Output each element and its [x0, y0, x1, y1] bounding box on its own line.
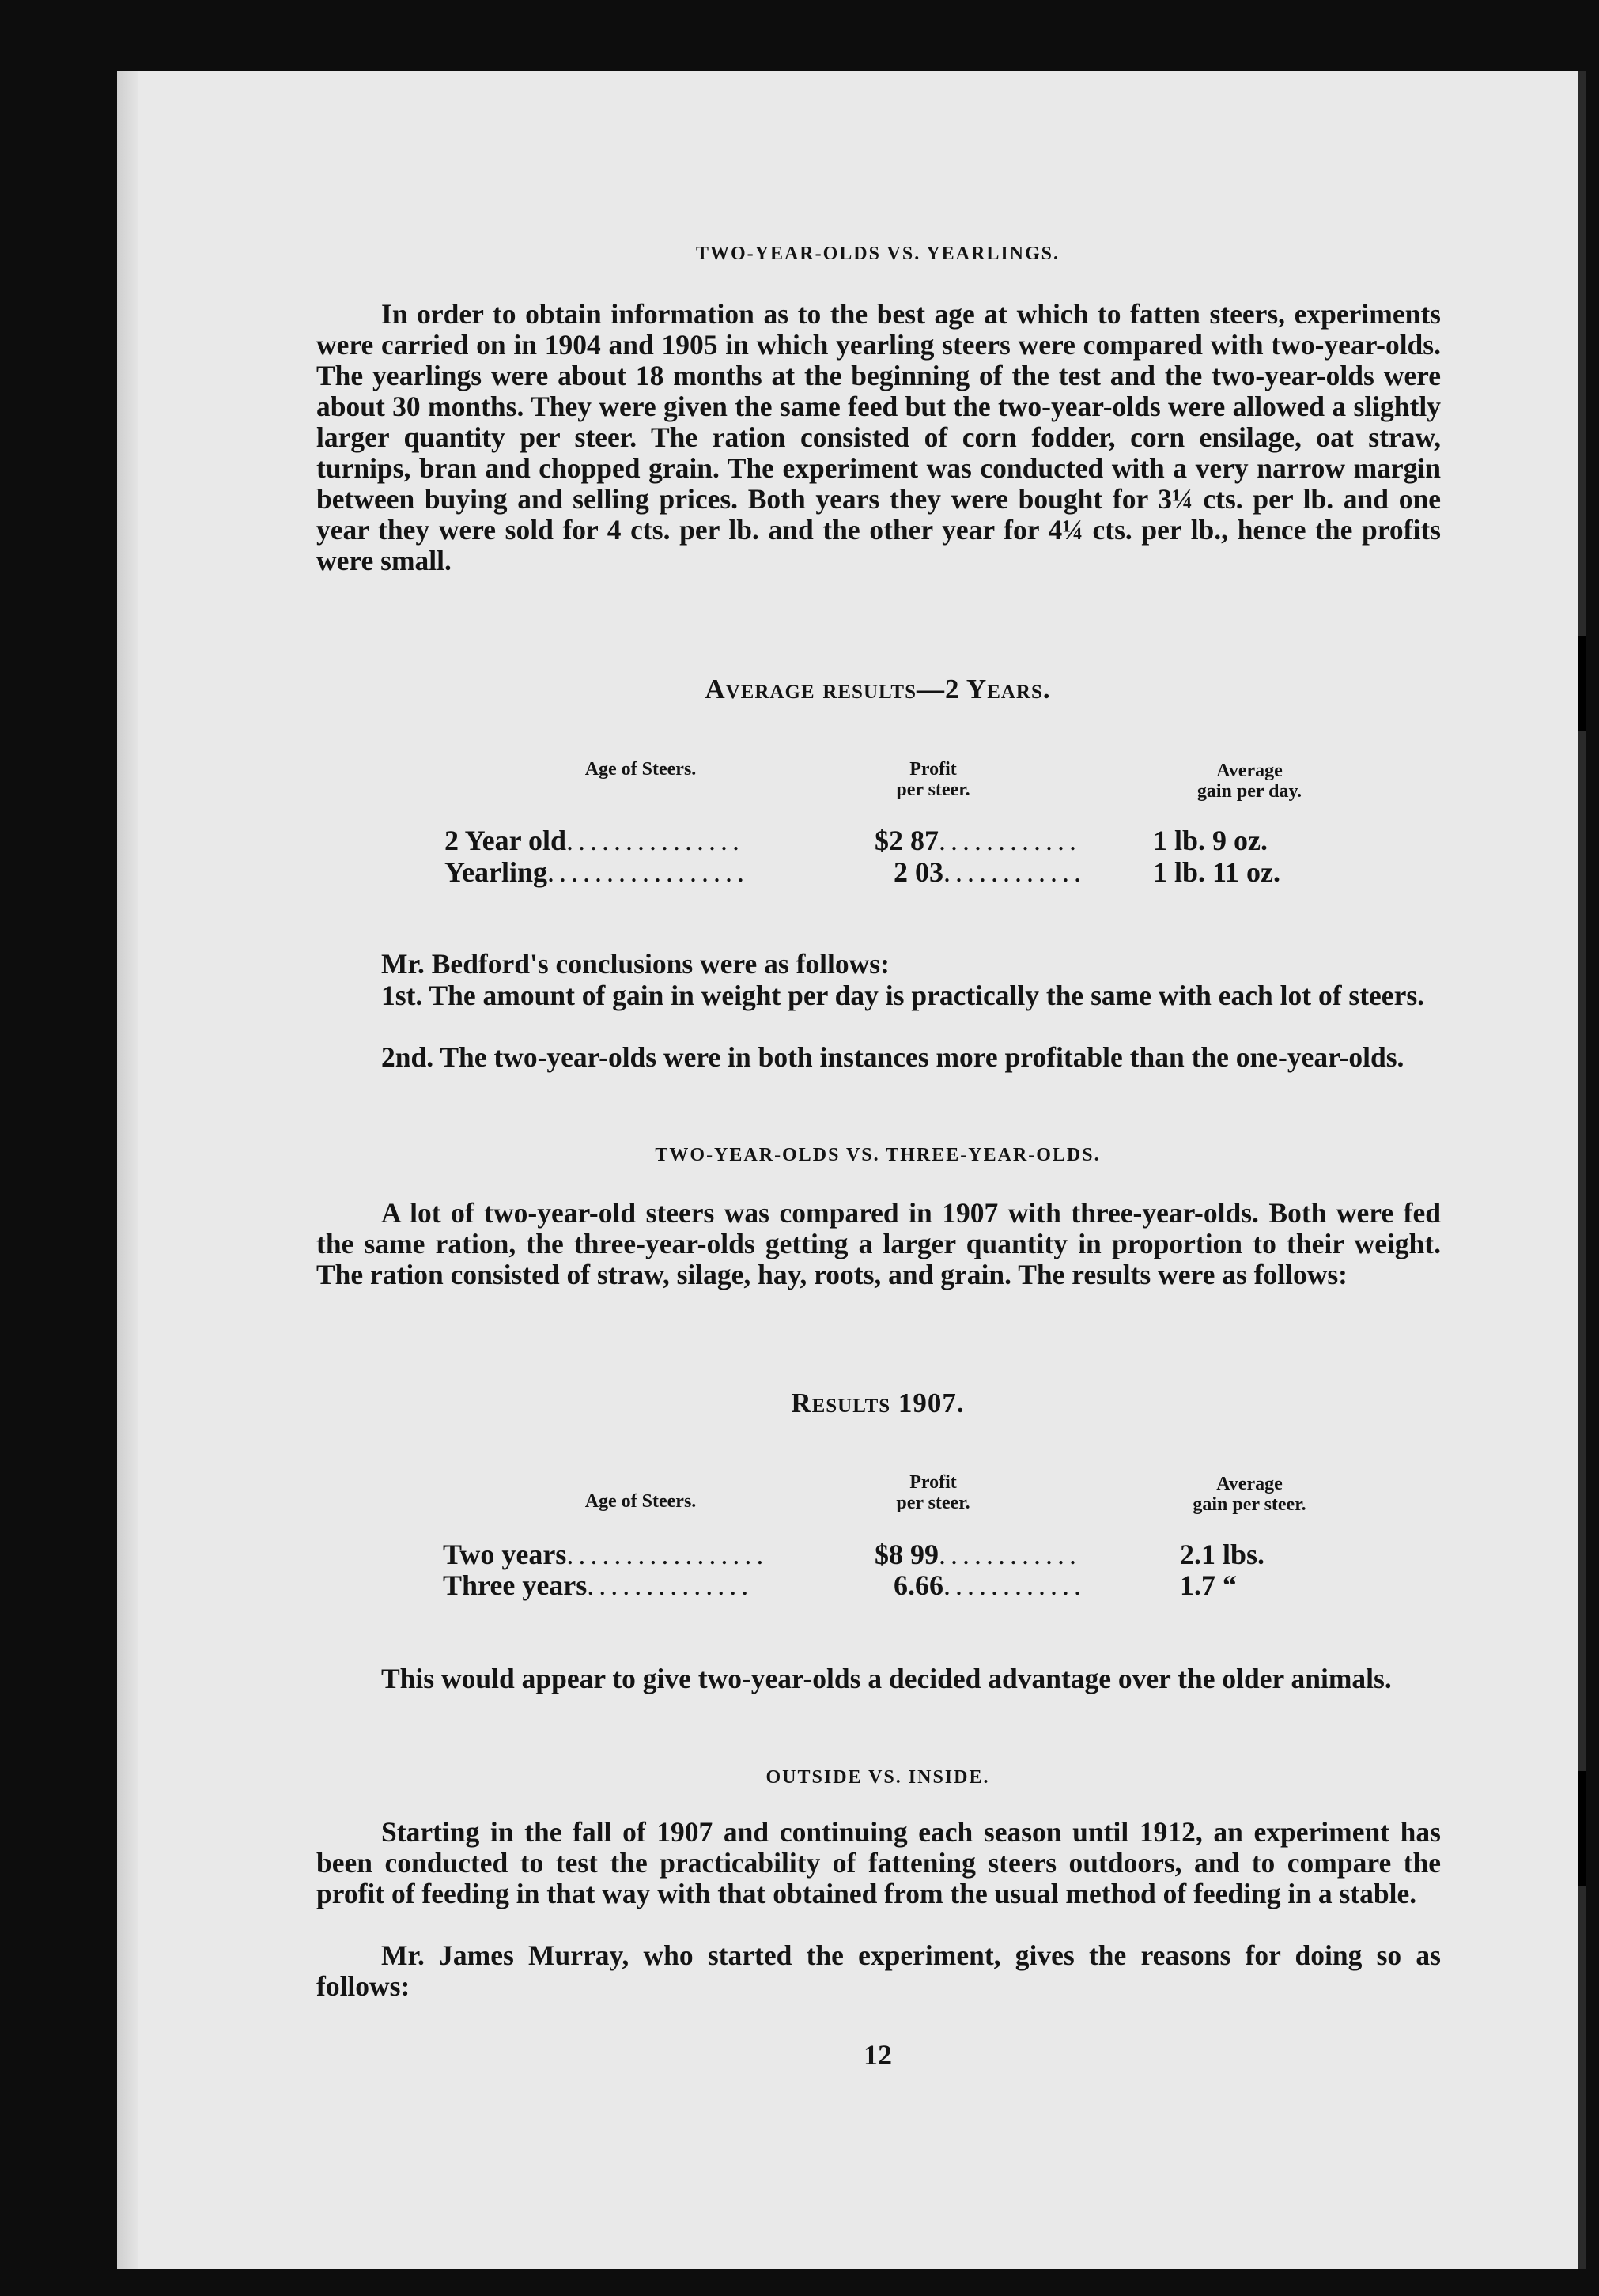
row-gain: 1.7 “	[1180, 1569, 1237, 1601]
leader-dots: .................	[547, 856, 749, 888]
row-gain: 1 lb. 9 oz.	[1153, 825, 1268, 856]
row-age: Two years.................	[443, 1539, 769, 1570]
row-age: Yearling.................	[444, 856, 749, 888]
row-profit: 6.66............	[894, 1569, 1086, 1601]
paragraph-advantage-note: This would appear to give two-year-olds a decided advantage over the older animals.	[381, 1663, 1392, 1694]
section-heading-yearlings: TWO-YEAR-OLDS VS. YEARLINGS.	[695, 244, 1060, 264]
leader-dots: ............	[943, 1569, 1086, 1601]
leader-dots: .................	[566, 1539, 769, 1570]
scan-edge-mark	[1578, 1771, 1586, 1886]
column-header-profit: Profit per steer.	[896, 1472, 970, 1513]
row-profit: $2 87............	[875, 825, 1081, 856]
column-header-gain: Average gain per steer.	[1193, 1474, 1306, 1515]
leader-dots: ..............	[587, 1569, 754, 1601]
page-binding-edge	[117, 71, 138, 2269]
paragraph-yearlings: In order to obtain information as to the best age at which to fatten steers, experiments were carried on in 1904 and 1905 in which yearling steers were compared with two-year-olds. The yearlings were about 18 months at the beginning of the test and the two-year-olds were about 30 months. They were given the same feed but the two-year-olds were allowed a slightly larger quantity per steer. The ration consisted of corn fodder, corn ensilage, oat straw, turnips, bran and chopped grain. The experiment was conducted with a very narrow margin between buying and selling prices. Both years they were bought for 3¼ cts. per lb. and one year they were sold for 4 cts. per lb. and the other year for 4¼ cts. per lb., hence the profits were small.	[316, 298, 1441, 576]
row-gain: 2.1 lbs.	[1180, 1539, 1265, 1570]
leader-dots: ............	[943, 856, 1086, 888]
leader-dots: ...............	[566, 825, 745, 856]
section-heading-outside-inside: OUTSIDE VS. INSIDE.	[765, 1767, 990, 1788]
paragraph-three-year-olds: A lot of two-year-old steers was compared in 1907 with three-year-olds. Both were fed the same ration, the three-year-olds getting a larger quantity in proportion to their weight. The ration consisted of straw, silage, hay, roots, and grain. The results were as follows:	[316, 1197, 1441, 1290]
paragraph-murray-reasons: Mr. James Murray, who started the experiment, gives the reasons for doing so as follows:	[316, 1939, 1441, 2002]
conclusion-second: 2nd. The two-year-olds were in both instances more profitable than the one-year-olds.	[381, 1041, 1404, 1073]
column-header-gain: Average gain per day.	[1196, 761, 1302, 802]
row-profit: $8 99............	[875, 1539, 1081, 1570]
leader-dots: ............	[939, 1539, 1081, 1570]
column-header-age: Age of Steers.	[584, 759, 697, 780]
column-header-profit: Profit per steer.	[896, 759, 970, 800]
conclusion-first: 1st. The amount of gain in weight per day is practically the same with each lot of steers.	[381, 980, 1425, 1011]
page-right-edge	[1578, 71, 1586, 2269]
column-header-age: Age of Steers.	[584, 1491, 697, 1512]
row-gain: 1 lb. 11 oz.	[1153, 856, 1281, 888]
row-age: 2 Year old...............	[444, 825, 745, 856]
table-caption-results-1907: Results 1907.	[791, 1388, 965, 1418]
table-caption-average-results: Average results—2 Years.	[705, 674, 1051, 704]
page-number: 12	[864, 2039, 892, 2071]
paragraph-outside-inside: Starting in the fall of 1907 and continuing each season until 1912, an experiment has been conducted to test the practicability of fattening steers outdoors, and to compare the profit of feeding in that way with that obtained from the usual method of feeding in a stable.	[316, 1816, 1441, 1909]
section-heading-three-year-olds: TWO-YEAR-OLDS VS. THREE-YEAR-OLDS.	[655, 1145, 1101, 1165]
scan-edge-mark	[1578, 636, 1586, 731]
row-age: Three years..............	[443, 1569, 754, 1601]
conclusions-intro: Mr. Bedford's conclusions were as follows:	[381, 948, 890, 980]
leader-dots: ............	[939, 825, 1081, 856]
row-profit: 2 03............	[894, 856, 1086, 888]
